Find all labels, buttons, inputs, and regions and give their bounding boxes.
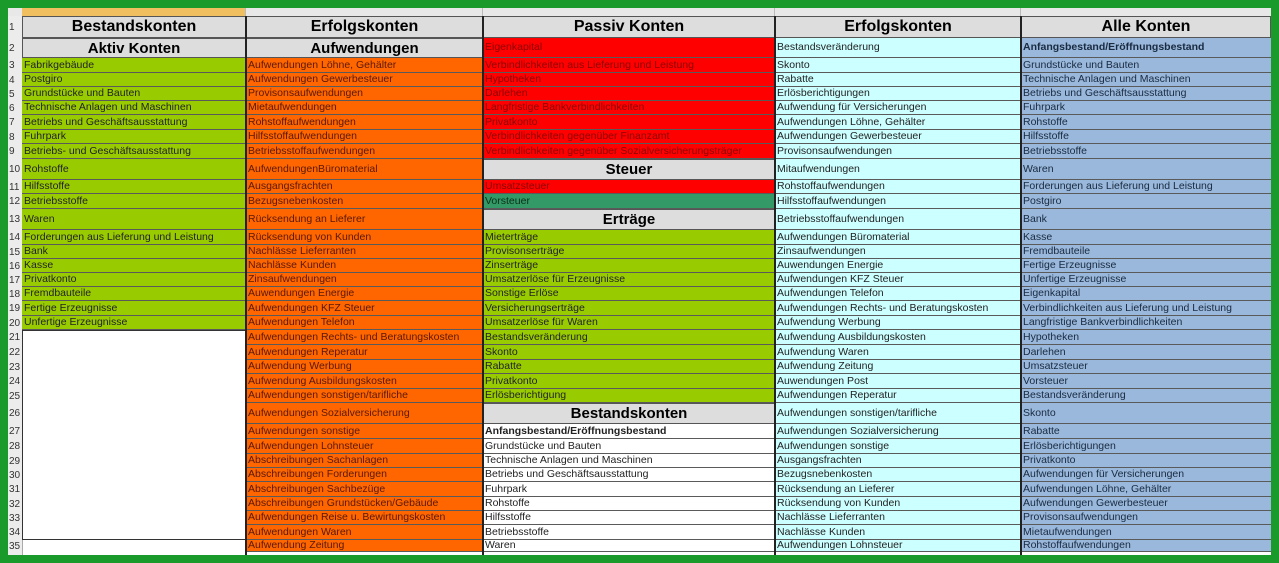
account-cell[interactable]: Aufwendungen für Versicherungen [1021,468,1271,482]
account-cell[interactable]: Grundstücke und Bauten [22,87,246,101]
account-cell[interactable]: Aufwendungen Sozialversicherung [775,424,1021,439]
row-number[interactable]: 32 [9,498,21,510]
account-cell[interactable]: Bestandsveränderung [775,38,1021,58]
account-cell[interactable]: Umsatzerlöse für Waren [483,316,775,330]
account-cell[interactable]: Waren [483,540,775,552]
account-cell[interactable]: Technische Anlagen und Maschinen [22,101,246,115]
account-cell[interactable]: Privatkonto [22,273,246,287]
account-cell[interactable]: Fertige Erzeugnisse [22,301,246,316]
account-cell[interactable]: Skonto [775,58,1021,73]
account-cell[interactable]: Auwendungen Post [775,374,1021,389]
account-cell[interactable]: Nachlässe Kunden [775,525,1021,540]
account-cell[interactable]: Rohstoffe [1021,115,1271,130]
row-number[interactable]: 34 [9,527,21,538]
account-cell[interactable]: Fuhrpark [483,482,775,497]
account-cell[interactable]: Aufwendungen Lohnsteuer [775,540,1021,552]
account-cell[interactable]: Waren [1021,159,1271,180]
account-cell[interactable]: Grundstücke und Bauten [483,439,775,454]
column-title[interactable]: Erfolgskonten [246,16,483,38]
account-cell[interactable]: Aufwendungen Löhne, Gehälter [246,58,483,73]
account-cell[interactable]: Provisonsaufwendungen [1021,511,1271,525]
section-title[interactable]: Bestandskonten [483,403,775,424]
row-number[interactable]: 31 [9,484,21,495]
row-number[interactable]: 29 [9,455,21,467]
row-number[interactable]: 27 [9,426,21,437]
column-title[interactable]: Erfolgskonten [775,16,1021,38]
account-cell[interactable]: Kasse [22,259,246,273]
account-cell[interactable]: Aufwendungen Löhne, Gehälter [1021,482,1271,497]
account-cell[interactable]: Aufwendungen Reise u. Bewirtungskosten [246,511,483,525]
row-number[interactable]: 19 [9,303,21,314]
row-number[interactable]: 33 [9,512,21,524]
account-cell[interactable]: Betriebsstoffe [483,525,775,540]
account-cell[interactable]: Privatkonto [483,115,775,130]
account-cell[interactable]: Rücksendung an Lieferer [775,482,1021,497]
account-cell[interactable]: Vorsteuer [1021,374,1271,389]
account-cell[interactable]: Rabatte [483,360,775,374]
account-cell[interactable]: Technische Anlagen und Maschinen [483,454,775,468]
account-cell[interactable]: Aufwendungen Rechts- und Beratungskosten [246,330,483,345]
column-header-e[interactable] [1021,8,1271,16]
account-cell[interactable]: Bezugsnebenkosten [775,468,1021,482]
account-cell[interactable]: Betriebsstoffe [22,194,246,209]
account-cell[interactable]: Rücksendung an Lieferer [246,209,483,230]
column-divider [1020,16,1022,555]
account-cell[interactable]: Rohstoffaufwendungen [1021,540,1271,552]
column-e [1021,16,1271,555]
account-cell[interactable]: Betriebs und Geschäftsausstattung [483,468,775,482]
account-cell[interactable]: Fuhrpark [22,130,246,144]
account-cell[interactable]: Anfangsbestand/Eröffnungsbestand [483,424,775,439]
account-cell[interactable]: Aufwendungen sonstige [775,439,1021,454]
account-cell[interactable]: Kasse [1021,230,1271,245]
account-cell[interactable]: Fuhrpark [1021,101,1271,115]
account-cell[interactable]: Unfertige Erzeugnisse [1021,273,1271,287]
account-cell[interactable]: Betriebs- und Geschäftsausstattung [22,144,246,159]
account-cell[interactable]: Bank [1021,209,1271,230]
empty-area[interactable] [22,330,246,540]
account-cell[interactable]: Hypotheken [1021,330,1271,345]
account-cell[interactable]: Mietaufwendungen [1021,525,1271,540]
account-cell[interactable]: Umsatzerlöse für Erzeugnisse [483,273,775,287]
row-number[interactable]: 15 [9,246,21,258]
account-cell[interactable]: Fremdbauteile [22,287,246,301]
row-number[interactable]: 17 [9,274,21,286]
account-cell[interactable]: Hilfsstoffe [483,511,775,525]
column-header-d[interactable] [775,8,1021,16]
account-cell[interactable]: Postgiro [1021,194,1271,209]
account-cell[interactable]: Aufwendungen Waren [246,525,483,540]
account-cell[interactable]: Auwendungen Energie [775,259,1021,273]
account-cell[interactable]: Provisonsaufwendungen [246,87,483,101]
account-cell[interactable]: Abschreibungen Sachbezüge [246,482,483,497]
account-cell[interactable]: Aufwendungen Büromaterial [775,230,1021,245]
account-cell[interactable]: Rohstoffaufwendungen [246,115,483,130]
row-number[interactable]: 10 [9,164,21,175]
account-cell[interactable]: Fremdbauteile [1021,245,1271,259]
row-number[interactable]: 21 [9,332,21,343]
column-header-a[interactable] [22,8,246,16]
account-cell[interactable]: Aufwendung Ausbildungskosten [775,330,1021,345]
account-cell[interactable]: Technische Anlagen und Maschinen [1021,73,1271,87]
account-cell[interactable]: Forderungen aus Lieferung und Leistung [22,230,246,245]
account-cell[interactable]: Nachlässe Lieferranten [246,245,483,259]
account-cell[interactable]: Nachlässe Kunden [246,259,483,273]
account-cell[interactable]: Umsatzsteuer [483,180,775,194]
account-cell[interactable]: Aufwendungen Telefon [775,287,1021,301]
section-title[interactable]: Aufwendungen [246,38,483,58]
column-b [246,16,483,555]
section-title[interactable]: Erträge [483,209,775,230]
account-cell[interactable]: Skonto [483,345,775,360]
row-number[interactable]: 26 [9,408,21,419]
account-cell[interactable]: Aufwendungen Gewerbesteuer [775,130,1021,144]
account-cell[interactable]: Aufwendungen Telefon [246,316,483,330]
account-cell[interactable]: Aufwendungen Löhne, Gehälter [775,115,1021,130]
account-cell[interactable]: Fabrikgebäude [22,58,246,73]
row-number[interactable]: 4 [9,74,15,86]
account-cell[interactable]: Aufwendung Ausbildungskosten [246,374,483,389]
account-cell[interactable]: Aufwendungen Reperatur [246,345,483,360]
account-cell[interactable]: Aufwendung Werbung [775,316,1021,330]
column-title[interactable]: Alle Konten [1021,16,1271,38]
row-header-bar [8,16,23,555]
account-cell[interactable]: Betriebs und Geschäftsausstattung [1021,87,1271,101]
row-number[interactable]: 2 [9,42,15,54]
account-cell[interactable]: Aufwendungen sonstigen/tarifliche [246,389,483,403]
account-cell[interactable]: Aufwendungen sonstige [246,424,483,439]
account-cell[interactable]: Unfertige Erzeugnisse [22,316,246,330]
account-cell[interactable]: Mitaufwendungen [775,159,1021,180]
account-cell[interactable]: Hilfsstoffe [1021,130,1271,144]
account-cell[interactable]: Rücksendung von Kunden [775,497,1021,511]
account-cell[interactable]: Aufwendung Waren [775,345,1021,360]
account-cell[interactable]: Fertige Erzeugnisse [1021,259,1271,273]
account-cell[interactable]: Aufwendungen sonstigen/tarifliche [775,403,1021,424]
row-number[interactable]: 6 [9,102,15,114]
account-cell[interactable]: Bank [22,245,246,259]
account-cell[interactable]: Darlehen [483,87,775,101]
row-number[interactable]: 11 [9,181,20,193]
row-number[interactable]: 14 [9,232,21,243]
row-number[interactable]: 13 [9,214,21,225]
account-cell[interactable]: Verbindlichkeiten gegenüber Sozialversicherungsträger [483,144,775,159]
account-cell[interactable]: Vorsteuer [483,194,775,209]
account-cell[interactable]: Verbindlichkeiten aus Lieferung und Leistung [483,58,775,73]
account-cell[interactable]: Aufwendungen Gewerbesteuer [246,73,483,87]
account-cell[interactable]: Zinsaufwendungen [775,245,1021,259]
account-cell[interactable]: Verbindlichkeiten gegenüber Finanzamt [483,130,775,144]
account-cell[interactable]: Hypotheken [483,73,775,87]
account-cell[interactable]: Abschreibungen Grundstücken/Gebäude [246,497,483,511]
account-cell[interactable]: Rücksendung von Kunden [246,230,483,245]
account-cell[interactable]: Grundstücke und Bauten [1021,58,1271,73]
account-cell[interactable]: Darlehen [1021,345,1271,360]
account-cell[interactable]: Aufwendungen KFZ Steuer [246,301,483,316]
account-cell[interactable]: Rohstoffe [22,159,246,180]
account-cell[interactable]: Zinsaufwendungen [246,273,483,287]
row-number[interactable]: 22 [9,347,21,358]
account-cell[interactable]: Sonstige Erlöse [483,287,775,301]
column-c [483,16,775,555]
account-cell[interactable]: Mietaufwendungen [246,101,483,115]
row-number[interactable]: 25 [9,390,21,402]
row-number[interactable]: 18 [9,288,21,300]
account-cell[interactable]: Versicherungserträge [483,301,775,316]
account-cell[interactable]: Postgiro [22,73,246,87]
row-number[interactable]: 8 [9,131,15,143]
row-number[interactable]: 9 [9,146,15,157]
account-cell[interactable]: Langfristige Bankverbindlichkeiten [1021,316,1271,330]
account-cell[interactable]: Auwendungen Energie [246,287,483,301]
account-cell[interactable]: Rohstoffaufwendungen [775,180,1021,194]
account-cell[interactable]: Aufwendung Werbung [246,360,483,374]
row-number[interactable]: 20 [9,317,21,329]
account-cell[interactable]: Verbindlichkeiten aus Lieferung und Leistung [1021,301,1271,316]
row-number[interactable]: 5 [9,88,15,100]
account-cell[interactable]: AufwendungenBüromaterial [246,159,483,180]
account-cell[interactable]: Hilfsstoffe [22,180,246,194]
account-cell[interactable]: Rabatte [775,73,1021,87]
account-cell[interactable]: Provisonserträge [483,245,775,259]
row-number[interactable]: 7 [9,117,15,128]
account-cell[interactable]: Forderungen aus Lieferung und Leistung [1021,180,1271,194]
row-number[interactable]: 3 [9,60,15,71]
spreadsheet [8,8,1271,555]
column-title[interactable]: Bestandskonten [22,16,246,38]
row-number[interactable]: 28 [9,441,21,452]
row-number[interactable]: 24 [9,376,21,387]
account-cell[interactable]: Abschreibungen Forderungen [246,468,483,482]
row-number[interactable]: 23 [9,361,21,373]
column-header-c[interactable] [483,8,775,16]
account-cell[interactable]: Betriebsstoffe [1021,144,1271,159]
account-cell[interactable]: Aufwendung Zeitung [246,540,483,552]
account-cell[interactable]: Abschreibungen Sachanlagen [246,454,483,468]
account-cell[interactable]: Betriebs und Geschäftsausstattung [22,115,246,130]
row-number[interactable]: 35 [9,540,21,552]
account-cell[interactable]: Nachlässe Lieferranten [775,511,1021,525]
column-d [775,16,1021,555]
account-cell[interactable]: Langfristige Bankverbindlichkeiten [483,101,775,115]
account-cell[interactable]: Eigenkapital [483,38,775,58]
account-cell[interactable]: Skonto [1021,403,1271,424]
account-cell[interactable]: Provisonsaufwendungen [775,144,1021,159]
account-cell[interactable]: Umsatzsteuer [1021,360,1271,374]
account-cell[interactable]: Eigenkapital [1021,287,1271,301]
column-divider [774,16,776,555]
row-number[interactable]: 1 [9,21,15,33]
account-cell[interactable]: Aufwendungen Lohnsteuer [246,439,483,454]
account-cell[interactable]: Hilfsstoffaufwendungen [775,194,1021,209]
account-cell[interactable]: Erlösberichtigung [483,389,775,403]
account-cell[interactable]: Aufwendungen Sozialversicherung [246,403,483,424]
account-cell[interactable]: Aufwendungen Reperatur [775,389,1021,403]
account-cell[interactable]: Aufwendungen KFZ Steuer [775,273,1021,287]
row-number[interactable]: 30 [9,469,21,481]
account-cell[interactable]: Bezugsnebenkosten [246,194,483,209]
account-cell[interactable]: Betriebsstoffaufwendungen [775,209,1021,230]
account-cell[interactable]: Erlösberichtigungen [1021,439,1271,454]
account-cell[interactable]: Bestandsveränderung [1021,389,1271,403]
column-divider [245,16,247,555]
account-cell[interactable]: Privatkonto [483,374,775,389]
account-cell[interactable]: Ausgangsfrachten [246,180,483,194]
section-title[interactable]: Steuer [483,159,775,180]
account-cell[interactable]: Rohstoffe [483,497,775,511]
account-cell[interactable]: Aufwendungen Gewerbesteuer [1021,497,1271,511]
row-number[interactable]: 12 [9,196,21,207]
account-cell[interactable]: Bestandsveränderung [483,330,775,345]
account-cell[interactable]: Waren [22,209,246,230]
account-cell[interactable]: Mieterträge [483,230,775,245]
section-title[interactable]: Aktiv Konten [22,38,246,58]
account-cell[interactable]: Hilfsstoffaufwendungen [246,130,483,144]
row-number[interactable]: 16 [9,260,21,272]
account-cell[interactable]: Privatkonto [1021,454,1271,468]
account-cell[interactable]: Aufwendung Zeitung [775,360,1021,374]
account-cell[interactable]: Aufwendungen Rechts- und Beratungskosten [775,301,1021,316]
column-header-b[interactable] [246,8,483,16]
account-cell[interactable]: Aufwendung für Versicherungen [775,101,1021,115]
column-divider [482,16,484,555]
account-cell[interactable]: Rabatte [1021,424,1271,439]
account-cell[interactable]: Zinserträge [483,259,775,273]
account-cell[interactable]: Anfangsbestand/Eröffnungsbestand [1021,38,1271,58]
account-cell[interactable]: Betriebsstoffaufwendungen [246,144,483,159]
account-cell[interactable]: Ausgangsfrachten [775,454,1021,468]
account-cell[interactable]: Erlösberichtigungen [775,87,1021,101]
column-a [22,16,246,555]
column-title[interactable]: Passiv Konten [483,16,775,38]
